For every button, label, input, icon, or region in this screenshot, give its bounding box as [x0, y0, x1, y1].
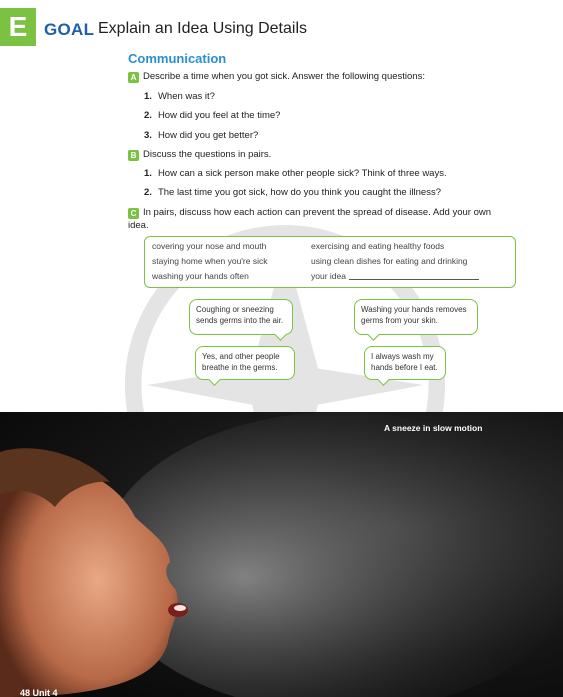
activity-b-question-1	[144, 168, 447, 179]
activity-a-text: Describe a time when you got sick. Answer the following questions:	[143, 71, 425, 82]
activity-c-badge: C	[128, 208, 139, 219]
speech-bubble-3	[195, 346, 295, 380]
activity-a-badge: A	[128, 72, 139, 83]
activity-c-instruction	[128, 206, 508, 232]
activity-b-question-2	[144, 187, 441, 198]
activity-a-instruction	[128, 71, 425, 83]
option-item: exercising and eating healthy foods	[311, 241, 445, 251]
activity-b-text: Discuss the questions in pairs.	[143, 149, 272, 160]
activity-a-question-3	[144, 130, 258, 141]
bubble-text: Washing your hands removes germs from your skin.	[361, 305, 467, 325]
activity-b-instruction	[128, 149, 271, 161]
sneeze-illustration	[0, 412, 563, 697]
question-number: 2.	[144, 187, 152, 198]
question-text: When was it?	[157, 91, 215, 102]
bubble-text: I always wash my hands before I eat.	[371, 352, 438, 372]
question-number: 1.	[144, 168, 152, 179]
goal-label: GOAL	[44, 20, 95, 39]
bubble-text: Yes, and other people breathe in the germs.	[202, 352, 280, 372]
sneeze-spray	[100, 412, 563, 697]
options-box	[144, 236, 516, 288]
question-text: How did you feel at the time?	[157, 110, 281, 121]
speech-bubble-1	[189, 299, 293, 335]
your-idea-item	[311, 271, 479, 281]
your-idea-blank[interactable]	[349, 271, 479, 280]
option-item: washing your hands often	[152, 271, 249, 281]
question-number: 2.	[144, 110, 152, 121]
activity-b-badge: B	[128, 150, 139, 161]
option-item: using clean dishes for eating and drinking	[311, 256, 468, 266]
question-number: 3.	[144, 130, 152, 141]
activity-a-question-1	[144, 91, 215, 102]
speech-bubble-2	[354, 299, 478, 335]
page-footer: 48 Unit 4	[20, 688, 58, 697]
lesson-badge: E	[0, 8, 36, 46]
option-item: staying home when you're sick	[152, 256, 268, 266]
speech-bubble-4	[364, 346, 446, 380]
goal-text: Explain an Idea Using Details	[98, 20, 308, 37]
activity-c-text: In pairs, discuss how each action can prevent the spread of disease. Add your own idea.	[128, 207, 492, 231]
question-text: How can a sick person make other people sick? Think of three ways.	[157, 168, 447, 179]
section-title: Communication	[128, 51, 227, 66]
bubble-text: Coughing or sneezing sends germs into the air.	[196, 305, 284, 325]
question-text: How did you get better?	[157, 130, 259, 141]
your-idea-label: your idea	[311, 271, 346, 281]
teeth-shape	[174, 605, 186, 611]
photo-caption: A sneeze in slow motion	[384, 423, 483, 433]
activity-a-question-2	[144, 110, 280, 121]
question-text: The last time you got sick, how do you think you caught the illness?	[157, 187, 441, 198]
option-item: covering your nose and mouth	[152, 241, 267, 251]
sneeze-photo	[0, 412, 563, 697]
question-number: 1.	[144, 91, 152, 102]
